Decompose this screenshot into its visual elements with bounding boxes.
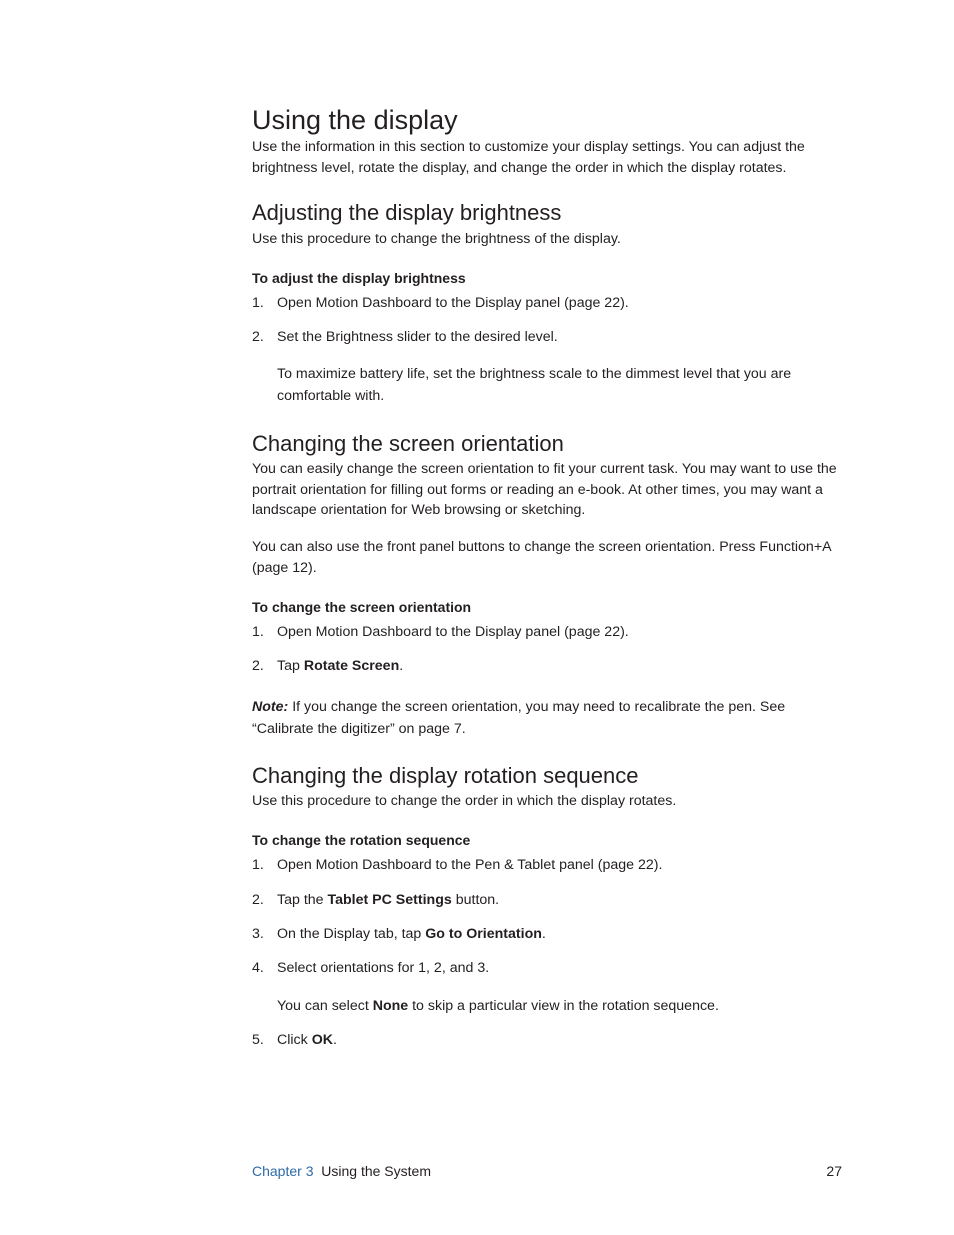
brightness-step-1 <box>252 293 629 313</box>
step-number: 4. <box>252 960 264 976</box>
rotation-step-4 <box>252 958 489 978</box>
page-footer <box>252 1161 844 1181</box>
rotation-step-5 <box>252 1030 337 1050</box>
tip-text-end: to skip a particular view in the rotation sequence. <box>408 998 719 1014</box>
orientation-step-2 <box>252 656 403 676</box>
step-text-end: button. <box>451 892 500 908</box>
rotation-description: Use this procedure to change the order in which the display rotates. <box>252 793 677 809</box>
brightness-procedure-title: To adjust the display brightness <box>252 270 466 286</box>
rotation-step-2 <box>252 890 499 910</box>
rotation-step-1 <box>252 855 662 875</box>
step-number: 1. <box>252 295 264 311</box>
step-text-end: . <box>332 1032 337 1048</box>
footer-chapter: Chapter 3 <box>252 1163 314 1179</box>
orientation-step-1 <box>252 622 629 642</box>
step-number: 1. <box>252 857 264 873</box>
step-number: 3. <box>252 926 264 942</box>
rotation-procedure-title: To change the rotation sequence <box>252 832 471 848</box>
orientation-paragraph-1: You can easily change the screen orientation to fit your current task. You may want to use the portrait orientation for filling out forms or reading an e-book. At other times, you may want a landscape orientation for Web browsing or sketching. <box>252 461 837 518</box>
orientation-heading: Changing the screen orientation <box>252 431 564 456</box>
step-number: 5. <box>252 1032 264 1048</box>
orientation-procedure-title: To change the screen orientation <box>252 599 472 615</box>
step-text: Click <box>277 1032 312 1048</box>
rotation-step-3 <box>252 924 546 944</box>
brightness-description: Use this procedure to change the brightness of the display. <box>252 231 621 247</box>
step-text: Select orientations for 1, 2, and 3. <box>277 960 490 976</box>
note-text: If you change the screen orientation, you may need to recalibrate the pen. See “Calibrate the digitizer” on page 7. <box>252 699 786 737</box>
step-number: 2. <box>252 329 264 345</box>
rotation-heading: Changing the display rotation sequence <box>252 763 639 788</box>
brightness-heading: Adjusting the display brightness <box>252 200 562 225</box>
step-text: Set the Brightness slider to the desired level. <box>277 329 558 345</box>
intro-paragraph: Use the information in this section to customize your display settings. You can adjust the brightness level, rotate the display, and change the order in which the display rotates. <box>252 139 805 176</box>
rotate-screen-label: Rotate Screen <box>303 658 400 674</box>
page-number: 27 <box>826 1163 842 1179</box>
rotation-tip <box>277 995 837 1017</box>
brightness-tip: To maximize battery life, set the brightness scale to the dimmest level that you are comfortable with. <box>277 366 792 404</box>
tip-text: You can select <box>277 998 373 1014</box>
step-text: Tap the <box>277 892 328 908</box>
page-title: Using the display <box>252 105 458 135</box>
step-text: Open Motion Dashboard to the Display panel (page 22). <box>277 624 629 640</box>
tablet-pc-settings-label: Tablet PC Settings <box>327 892 452 908</box>
step-number: 1. <box>252 624 264 640</box>
orientation-paragraph-2: You can also use the front panel buttons to change the screen orientation. Press Function+A (page 12). <box>252 539 831 576</box>
ok-label: OK <box>311 1032 333 1048</box>
note-label: Note: <box>252 699 289 715</box>
footer-section: Using the System <box>321 1163 431 1179</box>
go-to-orientation-label: Go to Orientation <box>425 926 542 942</box>
orientation-note <box>252 696 844 740</box>
step-text: Open Motion Dashboard to the Pen & Tablet panel (page 22). <box>277 857 663 873</box>
none-label: None <box>372 998 409 1014</box>
step-number: 2. <box>252 892 264 908</box>
brightness-step-2 <box>252 327 558 347</box>
step-text-end: . <box>399 658 404 674</box>
step-text-end: . <box>541 926 546 942</box>
step-number: 2. <box>252 658 264 674</box>
step-text: Open Motion Dashboard to the Display panel (page 22). <box>277 295 629 311</box>
step-text: On the Display tab, tap <box>277 926 426 942</box>
step-text: Tap <box>277 658 304 674</box>
